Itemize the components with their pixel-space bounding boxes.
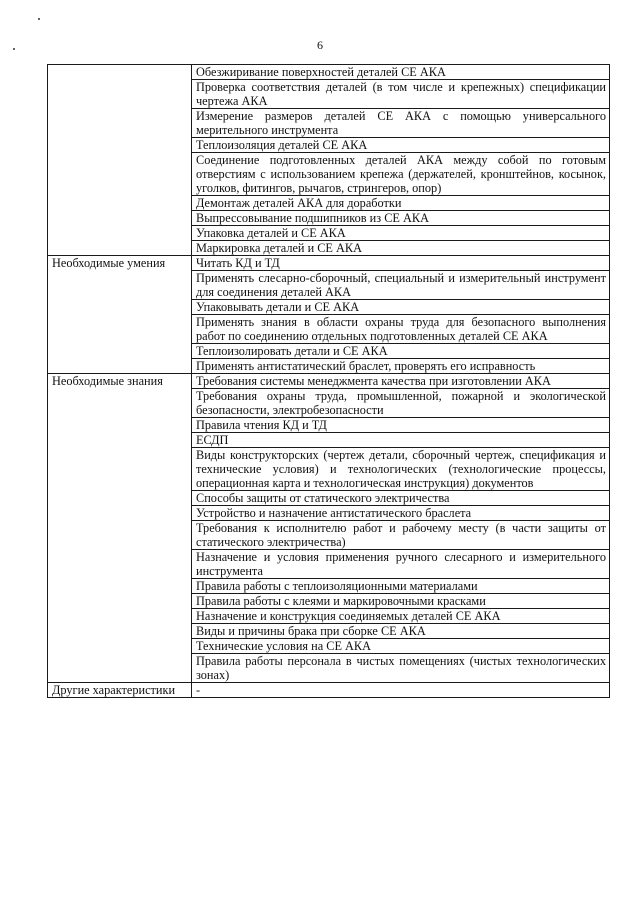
table-row (48, 65, 610, 80)
item-cell: Способы защиты от статического электричества (192, 491, 610, 506)
item-cell: Теплоизоляция деталей СЕ АКА (192, 138, 610, 153)
table-row (48, 683, 610, 698)
section-label-cell (48, 65, 192, 256)
item-cell: Технические условия на СЕ АКА (192, 639, 610, 654)
item-cell: Правила работы персонала в чистых помещениях (чистых технологических зонах) (192, 654, 610, 683)
item-cell: Назначение и конструкция соединяемых деталей СЕ АКА (192, 609, 610, 624)
item-cell: Применять слесарно-сборочный, специальный и измерительный инструмент для соединения деталей АКА (192, 271, 610, 300)
table-row (48, 374, 610, 389)
requirements-table-body (48, 65, 610, 698)
page-number: 6 (317, 38, 323, 52)
item-cell: Требования к исполнителю работ и рабочему месту (в части защиты от статического электричества) (192, 521, 610, 550)
item-cell: - (192, 683, 610, 698)
item-cell: Правила работы с клеями и маркировочными красками (192, 594, 610, 609)
table-row (48, 256, 610, 271)
item-cell: Правила работы с теплоизоляционными материалами (192, 579, 610, 594)
scan-speck (38, 18, 40, 20)
item-cell: Виды и причины брака при сборке СЕ АКА (192, 624, 610, 639)
section-label-cell: Необходимые умения (48, 256, 192, 374)
item-cell: Упаковка деталей и СЕ АКА (192, 226, 610, 241)
item-cell: Обезжиривание поверхностей деталей СЕ АКА (192, 65, 610, 80)
item-cell: Упаковывать детали и СЕ АКА (192, 300, 610, 315)
item-cell: Выпрессовывание подшипников из СЕ АКА (192, 211, 610, 226)
item-cell: Назначение и условия применения ручного слесарного и измерительного инструмента (192, 550, 610, 579)
item-cell: Соединение подготовленных деталей АКА между собой по готовым отверстиям с использованием крепежа (держателей, кронштейнов, косынок, уголков, фитингов, рычагов, стрингеров, опор) (192, 153, 610, 196)
item-cell: Правила чтения КД и ТД (192, 418, 610, 433)
item-cell: Устройство и назначение антистатического браслета (192, 506, 610, 521)
item-cell: Применять знания в области охраны труда для безопасного выполнения работ по соединению отдельных подготовленных деталей СЕ АКА (192, 315, 610, 344)
item-cell: Применять антистатический браслет, проверять его исправность (192, 359, 610, 374)
requirements-table (47, 64, 610, 698)
item-cell: Проверка соответствия деталей (в том числе и крепежных) спецификации чертежа АКА (192, 80, 610, 109)
scan-speck (13, 48, 15, 50)
item-cell: Демонтаж деталей АКА для доработки (192, 196, 610, 211)
item-cell: Читать КД и ТД (192, 256, 610, 271)
item-cell: Измерение размеров деталей СЕ АКА с помощью универсального мерительного инструмента (192, 109, 610, 138)
section-label-cell: Другие характеристики (48, 683, 192, 698)
section-label-cell: Необходимые знания (48, 374, 192, 683)
item-cell: Требования охраны труда, промышленной, пожарной и экологической безопасности, электробезопасности (192, 389, 610, 418)
item-cell: Теплоизолировать детали и СЕ АКА (192, 344, 610, 359)
item-cell: Виды конструкторских (чертеж детали, сборочный чертеж, спецификация и технические условия) и технологических (технологические процессы, операционная карта и технологическая инструкция) документов (192, 448, 610, 491)
item-cell: ЕСДП (192, 433, 610, 448)
item-cell: Требования системы менеджмента качества при изготовлении АКА (192, 374, 610, 389)
item-cell: Маркировка деталей и СЕ АКА (192, 241, 610, 256)
